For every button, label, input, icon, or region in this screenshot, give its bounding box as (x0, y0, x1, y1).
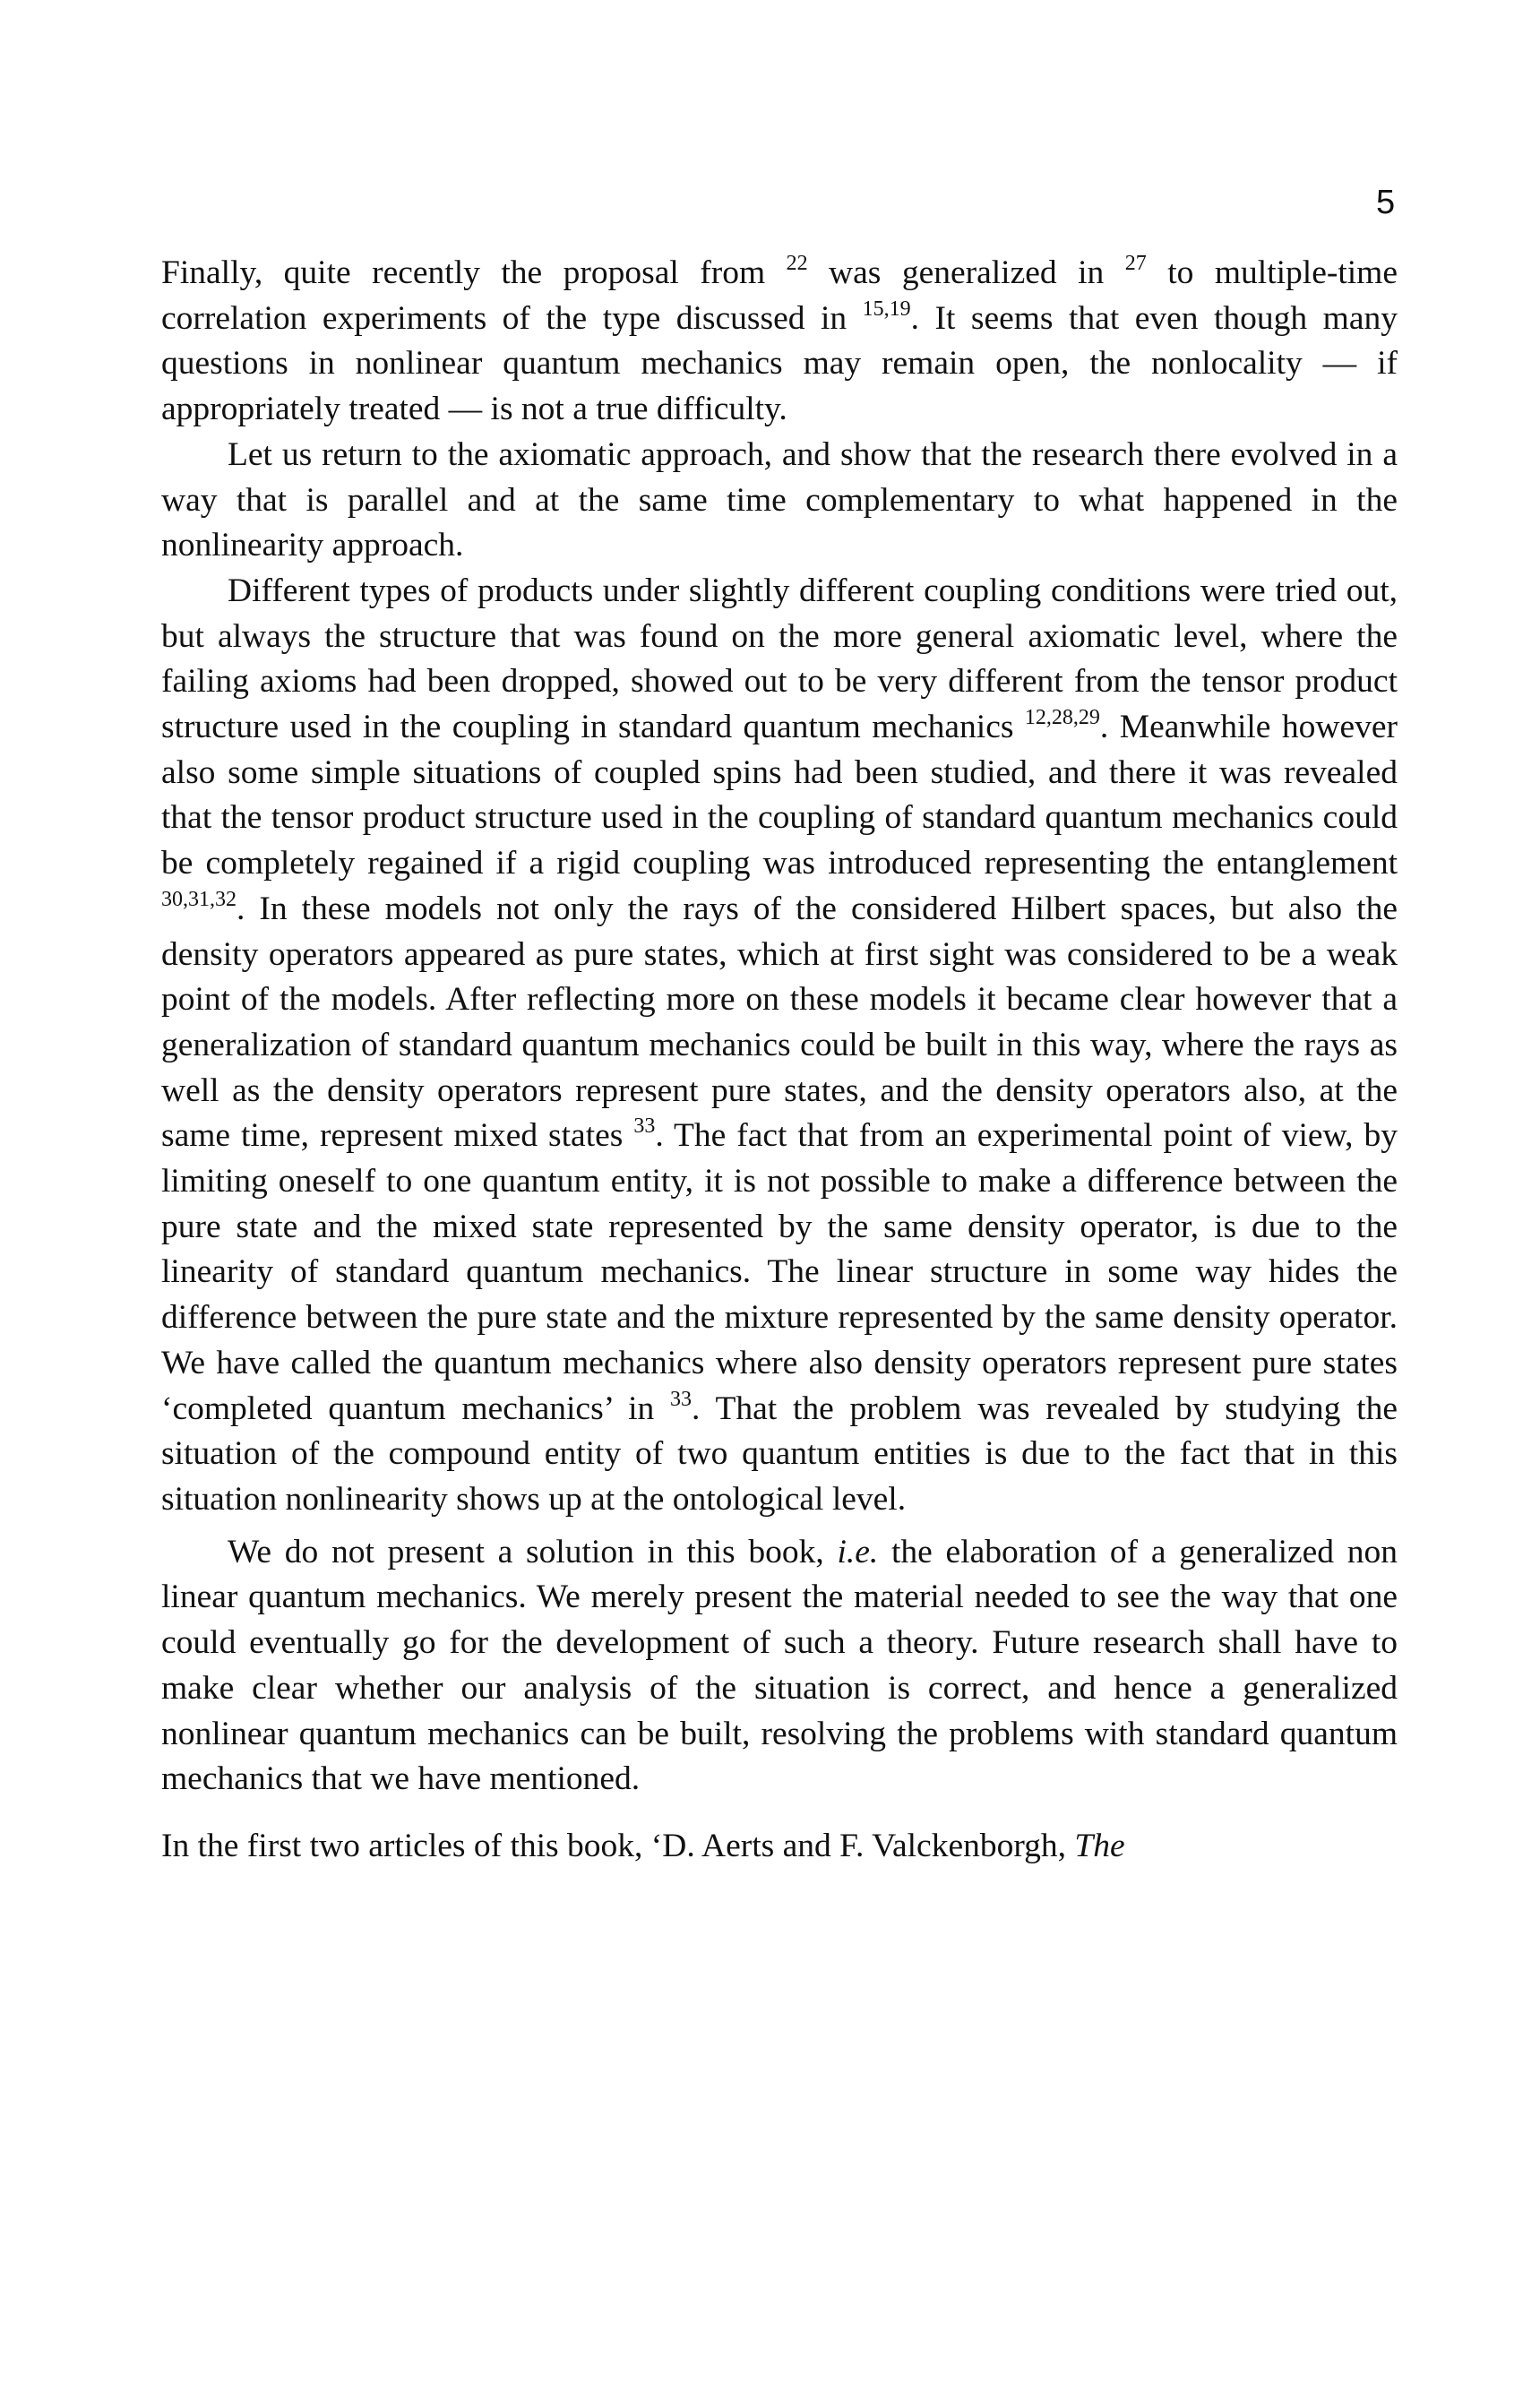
page-number: 5 (1376, 184, 1396, 221)
citation-ref: 33 (633, 1114, 656, 1139)
text-run: In the first two articles of this book, ‘D. Aerts and F. Valckenborgh, (161, 1827, 1075, 1864)
text-run: . That the problem was revealed by studying the situation of the compound entity of two quantum entities is due to the fact that in this situation nonlinearity shows up at the ontological level. (161, 1390, 1398, 1518)
paragraph-1 (161, 251, 1398, 433)
text-run: to multiple-time correlation experiments of the type discussed in (161, 254, 1398, 337)
text-run: the elaboration of a generalized non linear quantum mechanics. We merely present the material needed to see the way that one could eventually go for the development of such a theory. Future research shall have to make clear whether our analysis of the situation is correct, and hence a generalized nonlinear quantum mechanics can be built, resolving the problems with standard quantum mechanics that we have mentioned. (161, 1533, 1398, 1798)
text-run: . Meanwhile however also some simple situations of coupled spins had been studied, and there it was revealed that the tensor product structure used in the coupling of standard quantum mechanics could be completely regained if a rigid coupling was introduced representing the entanglement (161, 709, 1398, 882)
text-run: Finally, quite recently the proposal from (161, 254, 787, 291)
text-run: We do not present a solution in this book, (228, 1533, 838, 1570)
paragraph-3 (161, 569, 1398, 1523)
text-run: was generalized in (807, 254, 1125, 291)
text-run: . In these models not only the rays of the considered Hilbert spaces, but also the density operators appeared as pure states, which at first sight was considered to be a weak point of the models. After reflecting more on these models it became clear however that a generalization of standard quantum mechanics could be built in this way, where the rays as well as the density operators represent pure states, and the density operators also, at the same time, represent mixed states (161, 890, 1398, 1155)
paragraph-4 (161, 1530, 1398, 1803)
citation-ref: 12,28,29 (1024, 706, 1100, 730)
citation-ref: 33 (670, 1387, 693, 1411)
italic-abbreviation: i.e. (837, 1533, 879, 1570)
citation-ref: 30,31,32 (161, 887, 237, 911)
citation-ref: 27 (1124, 252, 1147, 275)
text-run: . The fact that from an experimental point of view, by limiting oneself to one quantum entity, it is not possible to make a difference between the pure state and the mixed state represented by the same density operator, is due to the linearity of standard quantum mechanics. The linear structure in some way hides the difference between the pure state and the mixture represented by the same density operator. We have called the quantum mechanics where also density operators represent pure states ‘completed quantum mechanics’ in (161, 1117, 1398, 1427)
body-text (161, 251, 1398, 1870)
paragraph-2: Let us return to the axiomatic approach, and show that the research there evolved in a way that is parallel and at the same time complementary to what happened in the nonlinearity approach. (161, 435, 1398, 564)
italic-title-start: The (1074, 1827, 1125, 1864)
citation-ref: 15,19 (862, 297, 911, 321)
text-run: Different types of products under slightly different coupling conditions were tried out, but always the structure that was found on the more general axiomatic level, where the failing axioms had been dropped, showed out to be very different from the tensor product structure used in the coupling in standard quantum mechanics (161, 572, 1398, 746)
text-run: . It seems that even though many questions in nonlinear quantum mechanics may remain open, the nonlocality — if appropriately treated — is not a true difficulty. (161, 299, 1398, 428)
paragraph-5 (161, 1824, 1398, 1870)
citation-ref: 22 (786, 252, 808, 275)
